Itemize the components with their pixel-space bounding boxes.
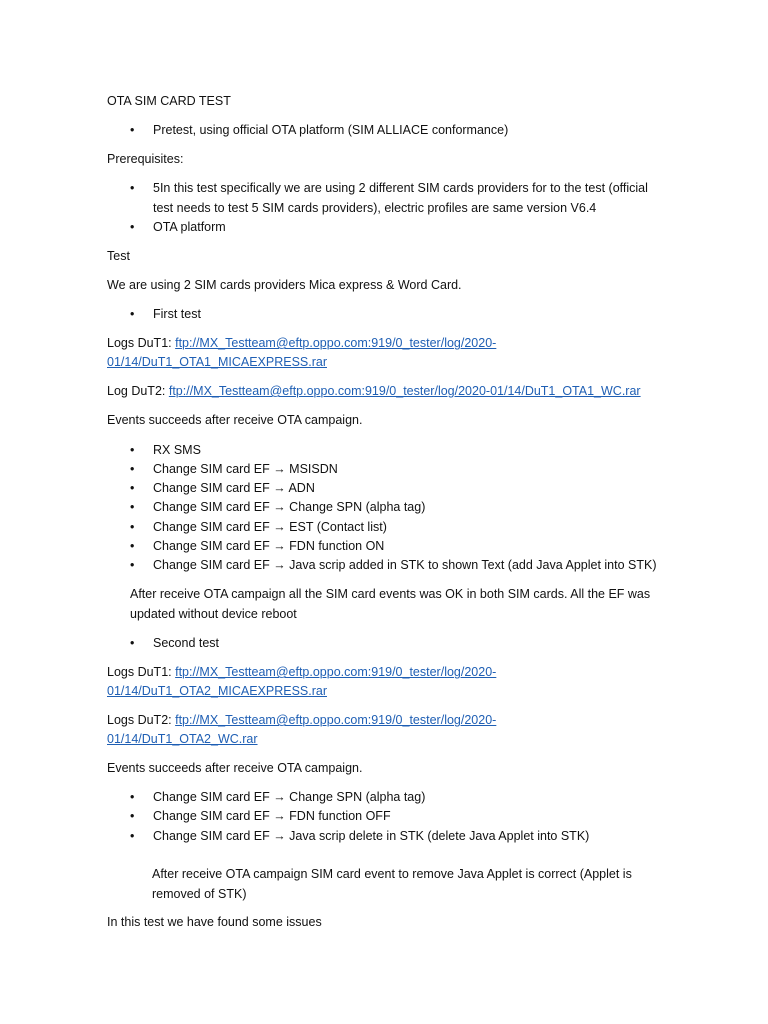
- logs-dut1-link-cont[interactable]: 01/14/DuT1_OTA1_MICAEXPRESS.rar: [107, 355, 327, 369]
- event-text: RX SMS: [153, 443, 201, 457]
- log-dut2-line: [107, 382, 667, 401]
- logs-dut1-line: [107, 334, 667, 353]
- bullet-glyph: •: [130, 829, 135, 843]
- bullet-glyph: •: [130, 539, 135, 553]
- issues-text: In this test we have found some issues: [107, 915, 322, 929]
- log-dut2-label: Log DuT2:: [107, 384, 166, 398]
- second-events-text: Events succeeds after receive OTA campaign.: [107, 761, 363, 775]
- bullet-glyph: •: [130, 500, 135, 514]
- logs-dut2-line: [107, 711, 667, 730]
- first-test-result: After receive OTA campaign all the SIM card events was OK in both SIM cards. All the EF was updated without device reboot: [130, 587, 651, 621]
- bullet-glyph: •: [130, 558, 135, 572]
- logs-dut1-line-cont: [107, 353, 667, 372]
- logs-dut2-link-cont[interactable]: 01/14/DuT1_OTA2_WC.rar: [107, 732, 258, 746]
- logs-dut2-link[interactable]: ftp://MX_Testteam@eftp.oppo.com:919/0_tester/log/2020-: [175, 713, 497, 727]
- event-text: Change SIM card EF → ADN: [153, 481, 315, 495]
- logs-dut1-link[interactable]: ftp://MX_Testteam@eftp.oppo.com:919/0_tester/log/2020-: [175, 336, 497, 350]
- first-test-label: First test: [153, 307, 201, 321]
- event-text: Change SIM card EF → FDN function OFF: [153, 809, 391, 823]
- providers-text: We are using 2 SIM cards providers Mica express & Word Card.: [107, 278, 462, 292]
- pretest-text: Pretest, using official OTA platform (SIM ALLIACE conformance): [153, 123, 509, 137]
- log-dut2-link[interactable]: ftp://MX_Testteam@eftp.oppo.com:919/0_tester/log/2020-01/14/DuT1_OTA1_WC.rar: [168, 384, 641, 398]
- logs-dut1-label: Logs DuT1:: [107, 665, 172, 679]
- event-text: Change SIM card EF → FDN function ON: [153, 539, 385, 553]
- bullet-glyph: •: [130, 809, 135, 823]
- document-title: OTA SIM CARD TEST: [107, 94, 231, 108]
- logs-dut1-label: Logs DuT1:: [107, 336, 172, 350]
- bullet-glyph: •: [130, 520, 135, 534]
- logs-dut1-link-cont[interactable]: 01/14/DuT1_OTA2_MICAEXPRESS.rar: [107, 684, 327, 698]
- event-text: Change SIM card EF → EST (Contact list): [153, 520, 387, 534]
- second-test-result: After receive OTA campaign SIM card event to remove Java Applet is correct (Applet is removed of STK): [152, 867, 632, 901]
- bullet-glyph: •: [130, 462, 135, 476]
- logs-dut1-link[interactable]: ftp://MX_Testteam@eftp.oppo.com:919/0_tester/log/2020-: [175, 665, 497, 679]
- event-text: Change SIM card EF → MSISDN: [153, 462, 338, 476]
- first-events-text: Events succeeds after receive OTA campaign.: [107, 413, 363, 427]
- prerequisite-text: 5In this test specifically we are using 2 different SIM cards providers for to the test (official test needs to test 5 SIM cards providers), electric profiles are same version V6.4: [153, 181, 648, 215]
- prerequisite-text: OTA platform: [153, 220, 226, 234]
- logs-dut1-line-cont: [107, 682, 667, 701]
- event-text: Change SIM card EF → Change SPN (alpha tag): [153, 790, 426, 804]
- event-text: Change SIM card EF → Java scrip added in STK to shown Text (add Java Applet into STK): [153, 558, 657, 572]
- event-text: Change SIM card EF → Change SPN (alpha tag): [153, 500, 426, 514]
- bullet-glyph: •: [130, 307, 135, 321]
- bullet-glyph: •: [130, 481, 135, 495]
- logs-dut2-label: Logs DuT2:: [107, 713, 172, 727]
- bullet-glyph: •: [130, 636, 135, 650]
- event-text: Change SIM card EF → Java scrip delete in STK (delete Java Applet into STK): [153, 829, 590, 843]
- bullet-glyph: •: [130, 181, 135, 195]
- test-heading: Test: [107, 249, 130, 263]
- logs-dut1-line: [107, 663, 667, 682]
- logs-dut2-line-cont: [107, 730, 667, 749]
- bullet-glyph: •: [130, 443, 135, 457]
- second-test-label: Second test: [153, 636, 220, 650]
- bullet-glyph: •: [130, 123, 135, 137]
- bullet-glyph: •: [130, 220, 135, 234]
- bullet-glyph: •: [130, 790, 135, 804]
- prerequisites-heading: Prerequisites:: [107, 152, 184, 166]
